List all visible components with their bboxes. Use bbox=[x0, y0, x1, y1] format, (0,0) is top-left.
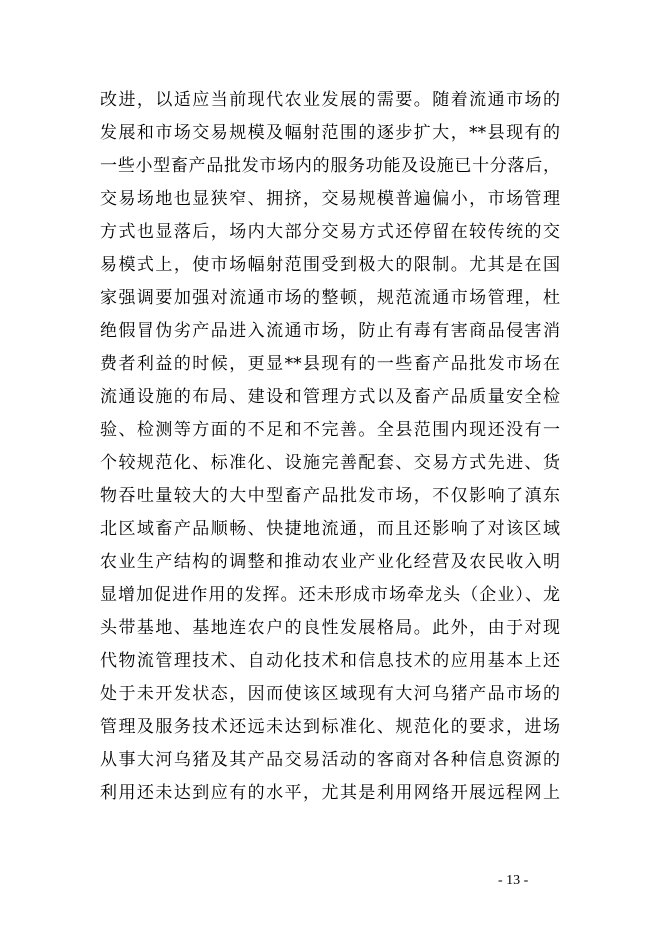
text-line-15: 农业生产结构的调整和推动农业产业化经营及农民收入明 bbox=[100, 552, 560, 572]
text-line-7: 家强调要加强对流通市场的整顿，规范流通市场管理，杜 bbox=[100, 288, 560, 308]
text-line-4: 交易场地也显狭窄、拥挤，交易规模普遍偏小，市场管理 bbox=[100, 189, 560, 209]
text-line-13: 物吞吐量较大的大中型畜产品批发市场，不仅影响了滇东 bbox=[100, 486, 560, 506]
text-line-9: 费者利益的时候，更显**县现有的一些畜产品批发市场在 bbox=[100, 354, 560, 374]
text-line-6: 易模式上，使市场幅射范围受到极大的限制。尤其是在国 bbox=[100, 255, 560, 275]
text-line-19: 处于未开发状态，因而使该区域现有大河乌猪产品市场的 bbox=[100, 684, 560, 704]
text-line-20: 管理及服务技术还远未达到标准化、规范化的要求，进场 bbox=[100, 717, 560, 737]
text-line-18: 代物流管理技术、自动化技术和信息技术的应用基本上还 bbox=[100, 651, 560, 671]
text-line-10: 流通设施的布局、建设和管理方式以及畜产品质量安全检 bbox=[100, 387, 560, 407]
text-line-21: 从事大河乌猪及其产品交易活动的客商对各种信息资源的 bbox=[100, 750, 560, 770]
text-line-3: 一些小型畜产品批发市场内的服务功能及设施已十分落后， bbox=[100, 156, 560, 176]
text-line-11: 验、检测等方面的不足和不完善。全县范围内现还没有一 bbox=[100, 420, 560, 440]
body-text bbox=[100, 84, 560, 810]
page-number: - 13 - bbox=[498, 873, 529, 888]
text-line-14: 北区域畜产品顺畅、快捷地流通，而且还影响了对该区域 bbox=[100, 519, 560, 539]
text-line-1: 改进，以适应当前现代农业发展的需要。随着流通市场的 bbox=[100, 90, 560, 110]
text-line-2: 发展和市场交易规模及幅射范围的逐步扩大，**县现有的 bbox=[100, 123, 560, 143]
text-line-5: 方式也显落后，场内大部分交易方式还停留在较传统的交 bbox=[100, 222, 560, 242]
text-line-8: 绝假冒伪劣产品进入流通市场，防止有毒有害商品侵害消 bbox=[100, 321, 560, 341]
text-line-22: 利用还未达到应有的水平，尤其是利用网络开展远程网上 bbox=[100, 783, 560, 803]
text-line-12: 个较规范化、标准化、设施完善配套、交易方式先进、货 bbox=[100, 453, 560, 473]
text-line-17: 头带基地、基地连农户的良性发展格局。此外，由于对现 bbox=[100, 618, 560, 638]
text-line-16: 显增加促进作用的发挥。还未形成市场牵龙头（企业）、龙 bbox=[100, 585, 560, 605]
